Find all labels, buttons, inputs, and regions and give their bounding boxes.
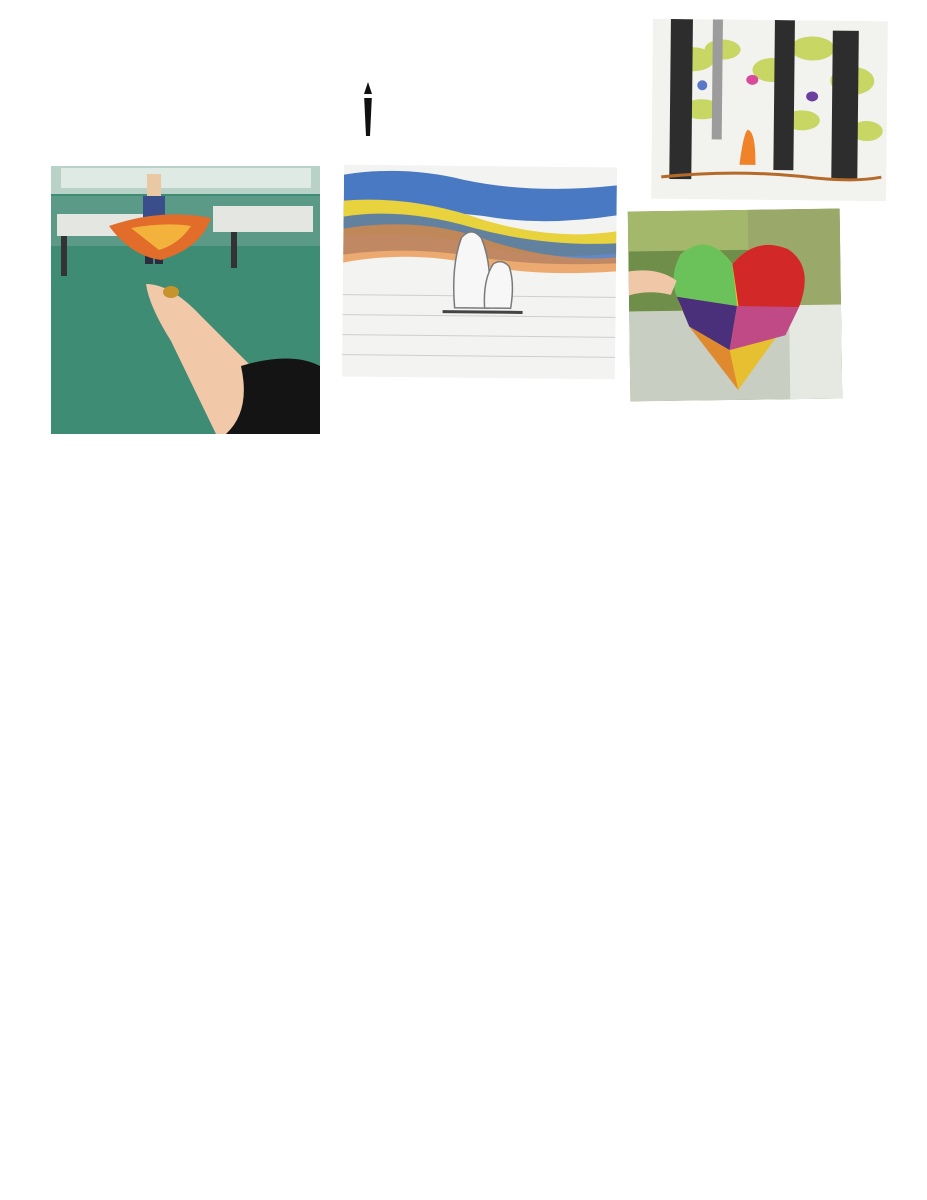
photo-forest-drawing [651,19,888,201]
photo-tissue-heart [628,209,843,402]
budding-artists-logo [224,36,439,136]
photo-winter-painting [342,165,617,380]
paintbrush-icon [358,80,378,138]
polar-bears-painting-icon [342,165,617,380]
photo-child-hand-bird [51,166,320,434]
stained-glass-heart-icon [628,209,843,402]
forest-collage-icon [651,19,888,201]
hand-with-painted-bird-icon [51,166,320,434]
